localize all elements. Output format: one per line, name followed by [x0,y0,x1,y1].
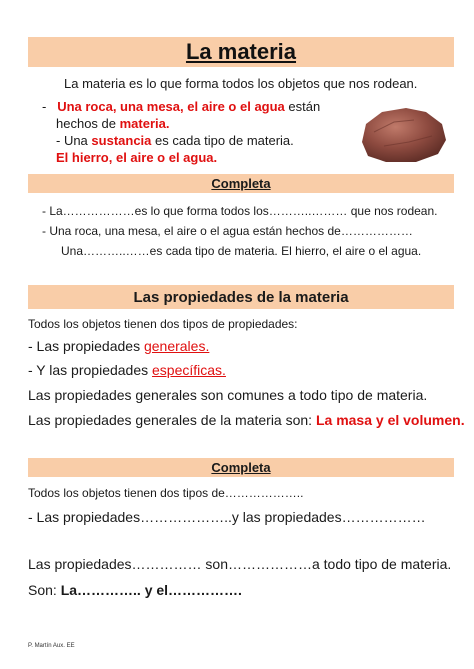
line4-start: Son: [28,582,57,598]
intro-definition: La materia es lo que forma todos los objetos que nos rodean. [64,76,418,91]
completa-1-item-3: Una………..……es cada tipo de materia. El hierro, el aire o el agua. [61,244,422,258]
rock-image [354,102,450,166]
completa-1-item-1: - La………………es lo que forma todos los………..……… que nos rodean. [42,204,438,218]
line4-bold: La………….. y el……………. [60,582,242,598]
are-start: Las propiedades generales de la materia son: [28,412,313,428]
red-examples: Una roca, una mesa, el aire o el agua [57,99,285,114]
red-materia: materia. [119,116,170,131]
especificas-start: - Y las propiedades [28,362,149,378]
intro-line-1 [42,98,352,115]
completa-2-band [28,458,454,477]
red-hierro: El hierro, el aire o el agua. [56,150,218,165]
completa-2-line-1: Todos los objetos tienen dos tipos de……………….. [28,486,304,500]
generales-start: - Las propiedades [28,338,141,354]
intro-line-1-end: están [288,99,321,114]
intro-line-2-start: hechos de [56,116,116,131]
propiedades-are [28,412,465,428]
title-band [28,37,454,67]
intro-line-4 [42,149,352,166]
intro-block [42,98,352,166]
intro-line-3 [42,132,352,149]
intro-line-3-start: - Una [56,133,88,148]
footer-author: P. Martín Aux. EE [28,643,75,649]
red-sustancia: sustancia [91,133,152,148]
completa-1-heading: Completa [211,176,271,191]
completa-2-line-2: - Las propiedades………………..y las propiedades……………… [28,509,426,525]
propiedades-band [28,285,454,309]
completa-2-line-3: Las propiedades…………… son………………a todo tipo de materia. [28,556,452,572]
propiedades-heading: Las propiedades de la materia [133,288,349,306]
intro-line-3-end: es cada tipo de materia. [155,133,294,148]
completa-1-band [28,174,454,193]
completa-2-line-4 [28,582,242,598]
propiedades-common: Las propiedades generales son comunes a todo tipo de materia. [28,387,428,403]
are-red: La masa y el volumen. [315,412,465,428]
propiedades-intro: Todos los objetos tienen dos tipos de propiedades: [28,317,298,331]
dash: - [42,99,47,114]
propiedades-generales [28,338,209,354]
generales-red: generales. [143,338,210,354]
especificas-red: específicas. [152,362,226,378]
intro-line-2 [42,115,352,132]
propiedades-especificas [28,362,226,378]
completa-1-item-2: - Una roca, una mesa, el aire o el agua están hechos de……………… [42,224,413,238]
completa-2-heading: Completa [211,460,271,475]
page-title: La materia [185,39,297,64]
